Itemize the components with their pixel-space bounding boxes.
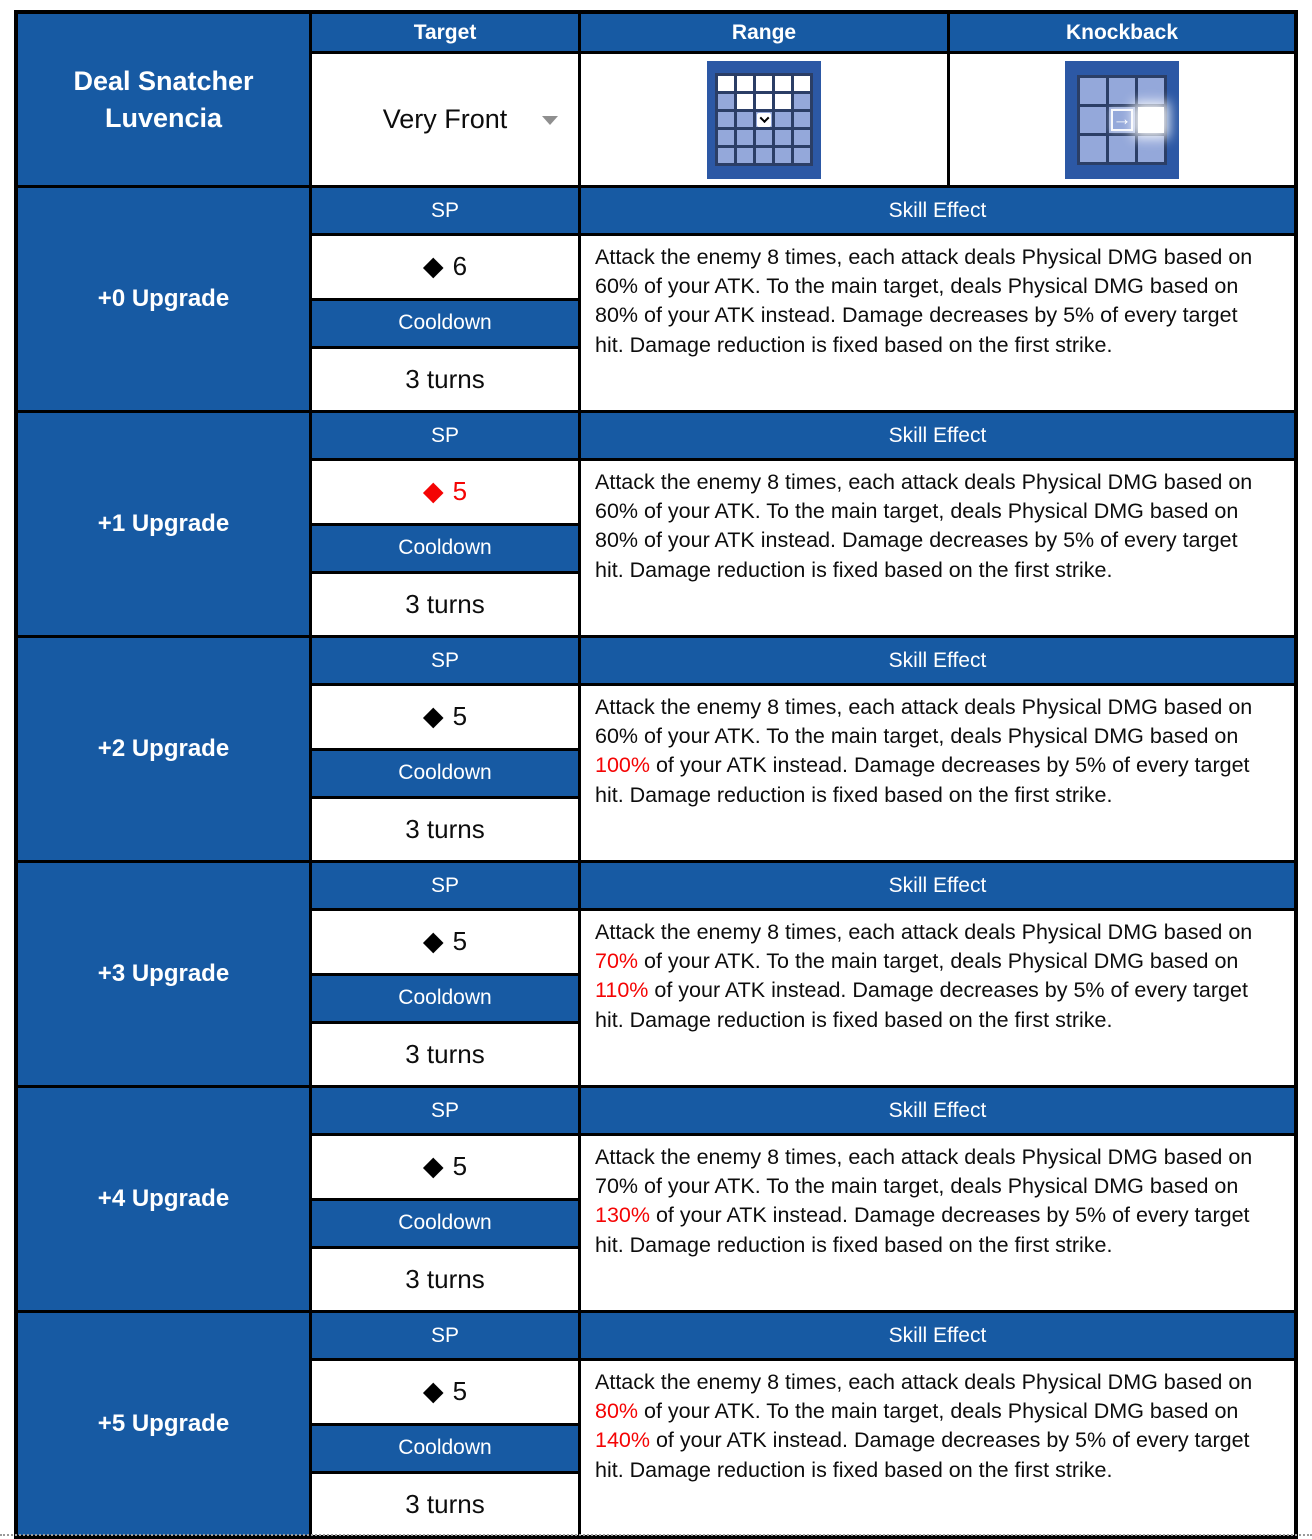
sp-diamond-icon: ◆ [423,253,444,280]
skill-effect-text [581,911,1294,1085]
chevron-down-icon[interactable] [542,116,558,125]
knockback-cell [950,54,1294,185]
skill-effect-column [581,413,1294,635]
sp-value: 5 [453,1376,467,1407]
sp-diamond-icon: ◆ [423,703,444,730]
sp-diamond-icon: ◆ [423,1378,444,1405]
cooldown-header: Cooldown [312,1201,578,1246]
skill-effect-header: Skill Effect [581,1313,1294,1358]
sp-diamond-icon: ◆ [423,928,444,955]
grid-cell-glow [1138,107,1164,133]
grid-cell [1080,107,1106,133]
sp-value: 5 [453,926,467,957]
target-dropdown[interactable] [312,54,578,185]
grid-cell [1109,78,1135,104]
grid-cell [737,112,753,127]
sp-value-cell [312,1136,578,1198]
skill-effect-text [581,1136,1294,1310]
skill-effect-column [581,188,1294,410]
grid-cell-white [794,76,810,91]
skill-effect-header: Skill Effect [581,188,1294,233]
sp-header: SP [312,1088,578,1133]
grid-cell [756,148,772,163]
grid-cell [1138,136,1164,162]
skill-name: Deal Snatcher Luvencia [18,14,309,185]
skill-effect-column [581,863,1294,1085]
upgrade-label: +4 Upgrade [18,1088,309,1310]
table-header [18,14,1294,185]
sp-header: SP [312,413,578,458]
skill-table [14,10,1298,1539]
knockback-column-header: Knockback [950,14,1294,51]
effect-highlight: 100% [595,753,650,777]
effect-highlight: 110% [595,978,648,1002]
sp-header: SP [312,1313,578,1358]
range-column [581,14,947,185]
upgrade-label: +1 Upgrade [18,413,309,635]
sp-header: SP [312,863,578,908]
cooldown-value: 3 turns [312,1474,578,1536]
sp-value-cell [312,236,578,298]
grid-cell [737,130,753,145]
skill-effect-column [581,638,1294,860]
cooldown-header: Cooldown [312,751,578,796]
knockback-arrow-icon [1109,107,1135,133]
upgrade-section [18,1313,1294,1535]
skill-effect-header: Skill Effect [581,863,1294,908]
skill-effect-header: Skill Effect [581,638,1294,683]
sp-cooldown-column [312,1088,578,1310]
grid-cell [775,130,791,145]
sp-value-cell [312,686,578,748]
cooldown-value: 3 turns [312,1249,578,1311]
upgrade-section [18,188,1294,410]
skill-effect-text [581,461,1294,635]
grid-cell [794,94,810,109]
upgrade-section [18,638,1294,860]
grid-cell-white [756,76,772,91]
sp-value: 5 [453,476,467,507]
effect-text: of your ATK instead. Damage decreases by 5% of every target hit. Damage reduction is fixed based on the first strike. [595,1428,1250,1481]
cooldown-header: Cooldown [312,301,578,346]
effect-text: of your ATK. To the main target, deals Physical DMG based on [638,1399,1238,1423]
grid-cell [718,94,734,109]
cooldown-value: 3 turns [312,799,578,861]
skill-effect-column [581,1313,1294,1535]
grid-cell [775,148,791,163]
effect-text: of your ATK. To the main target, deals Physical DMG based on [638,949,1238,973]
range-grid [715,73,813,166]
grid-cell-white [737,94,753,109]
sp-value: 6 [453,251,467,282]
grid-cell-white [756,94,772,109]
cooldown-header: Cooldown [312,1426,578,1471]
sp-value-cell [312,911,578,973]
chevron-down-marker [757,113,771,127]
grid-cell [737,148,753,163]
skill-effect-header: Skill Effect [581,1088,1294,1133]
sp-cooldown-column [312,863,578,1085]
effect-text: of your ATK instead. Damage decreases by 5% of every target hit. Damage reduction is fixed based on the first strike. [595,753,1250,806]
sp-cooldown-column [312,638,578,860]
cooldown-value: 3 turns [312,349,578,411]
grid-cell [1080,78,1106,104]
grid-cell [718,130,734,145]
upgrade-section [18,413,1294,635]
upgrade-section [18,863,1294,1085]
range-column-header: Range [581,14,947,51]
upgrade-label: +5 Upgrade [18,1313,309,1535]
effect-text: Attack the enemy 8 times, each attack deals Physical DMG based on 60% of your ATK. To the main target, deals Physical DMG based on 80% of your ATK instead. Damage decreases by 5% of every target hit. Damage reduction is fixed based on the first strike. [595,245,1252,357]
sp-value-cell [312,1361,578,1423]
grid-cell [718,112,734,127]
grid-cell-white [775,76,791,91]
grid-cell [794,148,810,163]
effect-text: Attack the enemy 8 times, each attack deals Physical DMG based on 70% of your ATK. To the main target, deals Physical DMG based on [595,1145,1252,1198]
grid-cell [1109,136,1135,162]
range-grid-icon [707,61,821,179]
effect-highlight: 140% [595,1428,650,1452]
sp-value: 5 [453,701,467,732]
target-marker-icon [756,112,772,127]
target-dropdown-value: Very Front [383,104,508,135]
grid-cell-white [737,76,753,91]
cooldown-header: Cooldown [312,526,578,571]
effect-text: Attack the enemy 8 times, each attack deals Physical DMG based on [595,920,1252,944]
grid-cell [756,130,772,145]
sp-header: SP [312,188,578,233]
skill-effect-column [581,1088,1294,1310]
sp-cooldown-column [312,1313,578,1535]
skill-effect-text [581,236,1294,410]
effect-highlight: 70% [595,949,638,973]
grid-cell [794,130,810,145]
effect-text: Attack the enemy 8 times, each attack deals Physical DMG based on [595,1370,1252,1394]
grid-cell [718,148,734,163]
sp-diamond-icon: ◆ [423,1153,444,1180]
target-column-header: Target [312,14,578,51]
effect-text: of your ATK instead. Damage decreases by 5% of every target hit. Damage reduction is fixed based on the first strike. [595,978,1248,1031]
grid-cell [1080,136,1106,162]
upgrade-section [18,1088,1294,1310]
effect-text: Attack the enemy 8 times, each attack deals Physical DMG based on 60% of your ATK. To the main target, deals Physical DMG based on 80% of your ATK instead. Damage decreases by 5% of every target hit. Damage reduction is fixed based on the first strike. [595,470,1252,582]
skill-effect-text [581,686,1294,860]
grid-cell [775,112,791,127]
knockback-grid-icon [1065,61,1179,179]
sp-value: 5 [453,1151,467,1182]
upgrade-label: +3 Upgrade [18,863,309,1085]
sp-cooldown-column [312,413,578,635]
grid-cell [794,112,810,127]
effect-text: Attack the enemy 8 times, each attack deals Physical DMG based on 60% of your ATK. To the main target, deals Physical DMG based on [595,695,1252,748]
target-column [312,14,578,185]
sp-value-cell [312,461,578,523]
effect-highlight: 80% [595,1399,638,1423]
cooldown-header: Cooldown [312,976,578,1021]
upgrade-label: +2 Upgrade [18,638,309,860]
range-cell [581,54,947,185]
upgrade-label: +0 Upgrade [18,188,309,410]
grid-cell-white [718,76,734,91]
knockback-column [950,14,1294,185]
cooldown-value: 3 turns [312,574,578,636]
sp-diamond-icon: ◆ [423,478,444,505]
skill-effect-text [581,1361,1294,1535]
sp-header: SP [312,638,578,683]
grid-cell [1138,78,1164,104]
sp-cooldown-column [312,188,578,410]
effect-highlight: 130% [595,1203,650,1227]
grid-cell-white [775,94,791,109]
cooldown-value: 3 turns [312,1024,578,1086]
knockback-grid [1077,75,1167,165]
effect-text: of your ATK instead. Damage decreases by 5% of every target hit. Damage reduction is fixed based on the first strike. [595,1203,1250,1256]
skill-effect-header: Skill Effect [581,413,1294,458]
